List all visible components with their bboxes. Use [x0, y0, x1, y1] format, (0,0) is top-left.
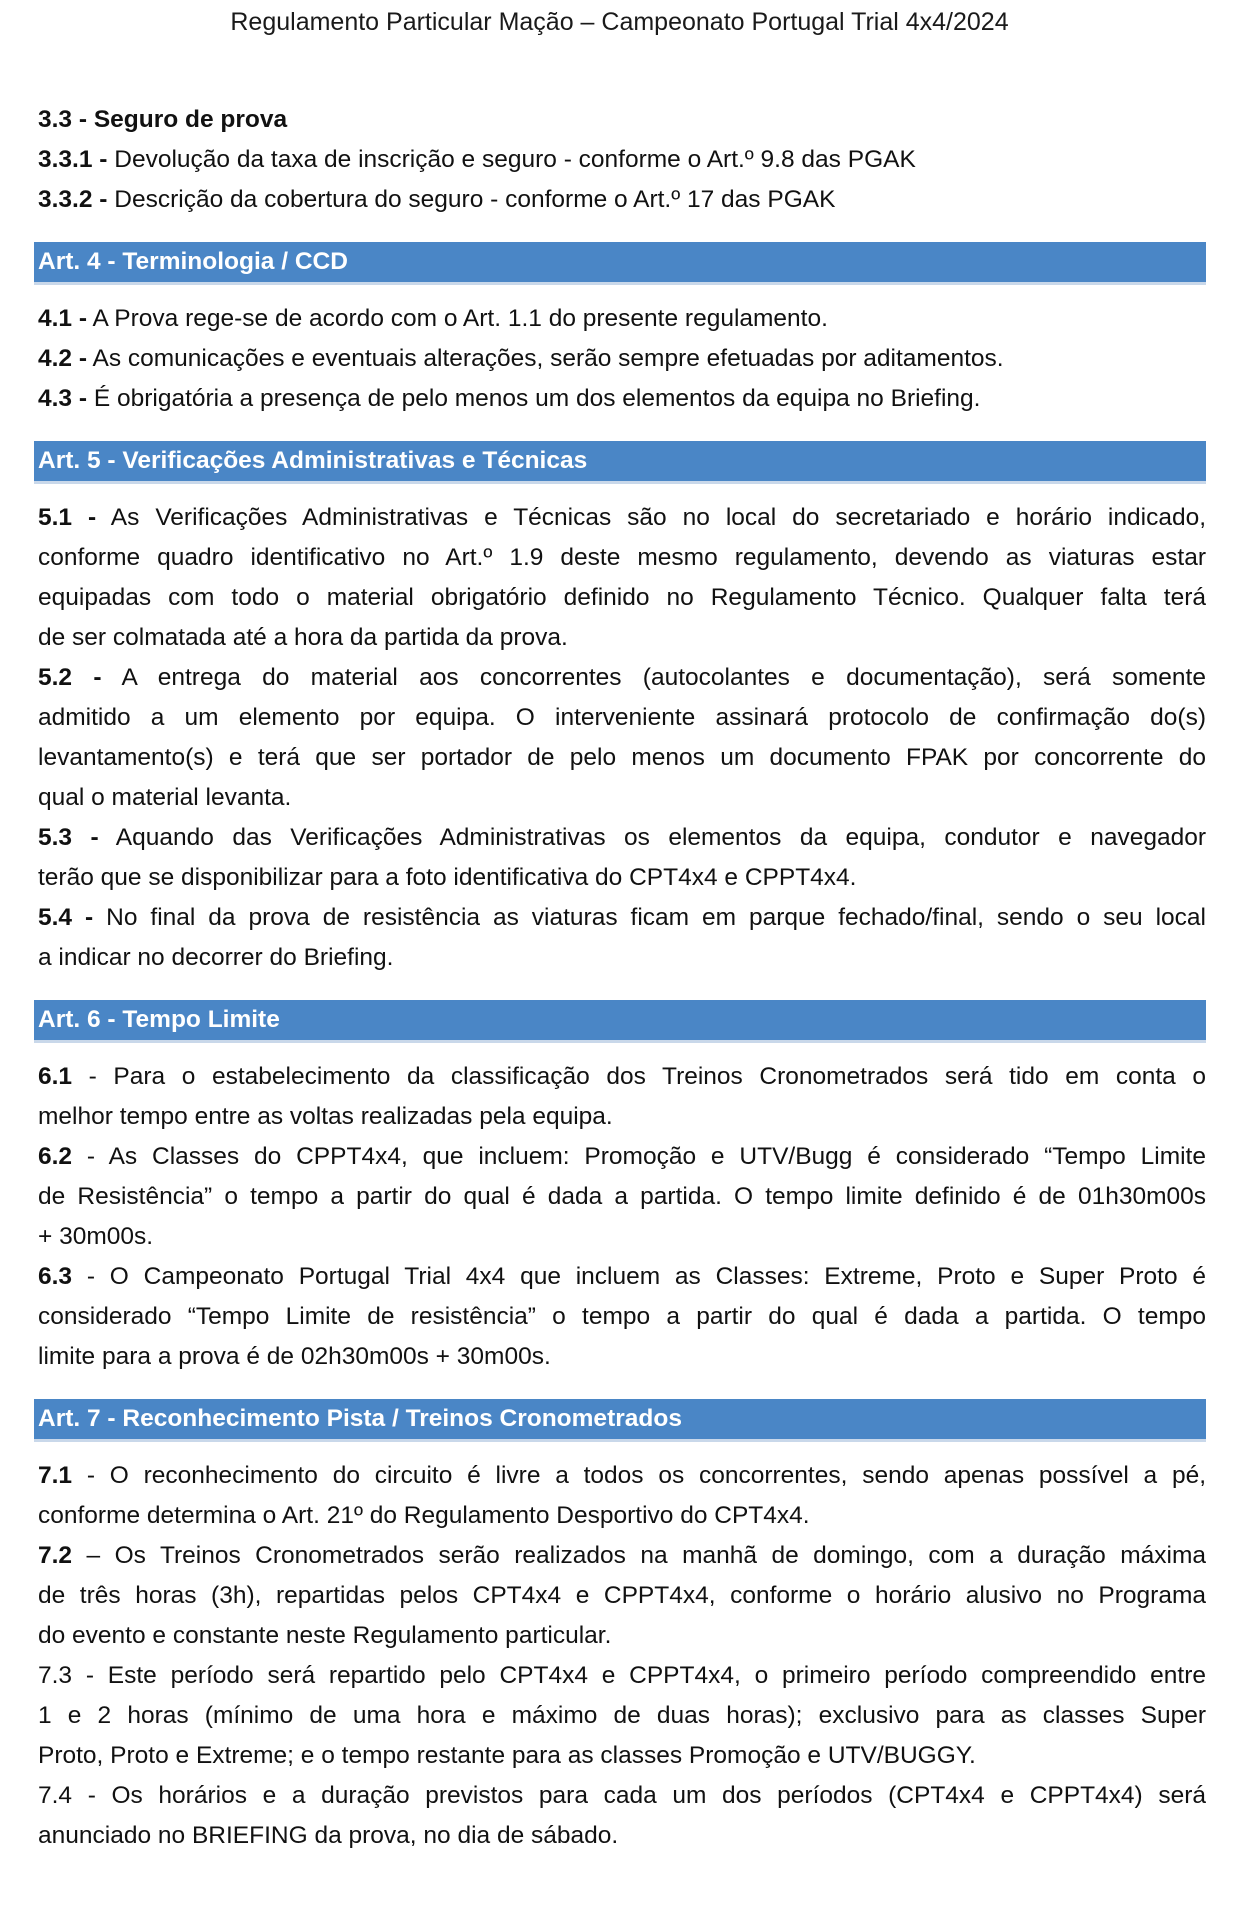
item-number: 5.3 - — [38, 824, 99, 851]
paragraph-6-1 — [38, 1057, 1206, 1097]
page-header: Regulamento Particular Mação – Campeonato Portugal Trial 4x4/2024 — [230, 8, 1009, 36]
item-text: As Verificações Administrativas e Técnicas são no local do secretariado e horário indicado, — [110, 504, 1206, 531]
paragraph-line: a indicar no decorrer do Briefing. — [38, 944, 394, 971]
item-number: 5.4 - — [38, 904, 94, 931]
paragraph-line: + 30m00s. — [38, 1223, 154, 1250]
paragraph-5-2 — [38, 658, 1206, 698]
paragraph-line: qual o material levanta. — [38, 784, 292, 811]
paragraph-line: conforme determina o Art. 21º do Regulamento Desportivo do CPT4x4. — [38, 1502, 810, 1529]
item-text: A entrega do material aos concorrentes (autocolantes e documentação), será somente — [121, 664, 1206, 691]
item-number: 7.1 — [38, 1462, 73, 1489]
paragraph-7-2 — [38, 1536, 1206, 1576]
item-number: 7.2 — [38, 1542, 73, 1569]
paragraph-line: admitido a um elemento por equipa. O interveniente assinará protocolo de confirmação do(s) — [38, 704, 1206, 731]
paragraph-line: anunciado no BRIEFING da prova, no dia de sábado. — [38, 1822, 619, 1849]
section-header-art-6: Art. 6 - Tempo Limite — [34, 1000, 1206, 1043]
item-number: 4.2 - — [38, 345, 88, 372]
paragraph-5-1 — [38, 498, 1206, 538]
item-number: 5.1 - — [38, 504, 97, 531]
item-text: - As Classes do CPPT4x4, que incluem: Promoção e UTV/Bugg é considerado “Tempo Limite — [86, 1143, 1206, 1170]
paragraph-7-4: 7.4 - Os horários e a duração previstos para cada um dos períodos (CPT4x4 e CPPT4x4) será — [38, 1782, 1206, 1809]
item-number: 4.1 - — [38, 305, 88, 332]
paragraph-line: Proto, Proto e Extreme; e o tempo restante para as classes Promoção e UTV/BUGGY. — [38, 1742, 976, 1769]
paragraph-line: considerado “Tempo Limite de resistência” o tempo a partir do qual é dada a partida. O tempo — [38, 1303, 1206, 1330]
paragraph-line: levantamento(s) e terá que ser portador de pelo menos um documento FPAK por concorrente do — [38, 744, 1206, 771]
paragraph-6-3 — [38, 1257, 1206, 1297]
item-number: 6.1 — [38, 1063, 73, 1090]
paragraph-4-2 — [38, 339, 1206, 379]
item-text: Devolução da taxa de inscrição e seguro - conforme o Art.º 9.8 das PGAK — [107, 146, 916, 173]
paragraph-line: terão que se disponibilizar para a foto identificativa do CPT4x4 e CPPT4x4. — [38, 864, 857, 891]
item-number: 6.2 — [38, 1143, 73, 1170]
paragraph-line: de Resistência” o tempo a partir do qual é dada a partida. O tempo limite definido é de 01h30m00s — [38, 1183, 1206, 1210]
paragraph-line: equipadas com todo o material obrigatório definido no Regulamento Técnico. Qualquer falta terá — [38, 584, 1206, 611]
paragraph-line: do evento e constante neste Regulamento particular. — [38, 1622, 612, 1649]
item-text: A Prova rege-se de acordo com o Art. 1.1 do presente regulamento. — [87, 305, 828, 332]
paragraph-line: 1 e 2 horas (mínimo de uma hora e máximo de duas horas); exclusivo para as classes Super — [38, 1702, 1206, 1729]
paragraph-5-3 — [38, 818, 1206, 858]
section-header-art-7: Art. 7 - Reconhecimento Pista / Treinos Cronometrados — [34, 1399, 1206, 1442]
paragraph-4-1 — [38, 299, 1206, 339]
item-text: No final da prova de resistência as viaturas ficam em parque fechado/final, sendo o seu local — [106, 904, 1206, 931]
paragraph-3-3-1 — [38, 140, 1206, 180]
section-header-art-5: Art. 5 - Verificações Administrativas e Técnicas — [34, 441, 1206, 484]
item-number: 6.3 — [38, 1263, 73, 1290]
paragraph-4-3 — [38, 379, 1206, 419]
item-text: As comunicações e eventuais alterações, serão sempre efetuadas por aditamentos. — [87, 345, 1004, 372]
section-header-art-4: Art. 4 - Terminologia / CCD — [34, 242, 1206, 285]
item-number: 5.2 - — [38, 664, 102, 691]
item-text: - Para o estabelecimento da classificação dos Treinos Cronometrados será tido em conta o — [88, 1063, 1206, 1090]
document-body — [38, 100, 1206, 1856]
item-text: Descrição da cobertura do seguro - conforme o Art.º 17 das PGAK — [107, 186, 836, 213]
paragraph-line: de ser colmatada até a hora da partida da prova. — [38, 624, 568, 651]
paragraph-5-4 — [38, 898, 1206, 938]
paragraph-line: de três horas (3h), repartidas pelos CPT4x4 e CPPT4x4, conforme o horário alusivo no Programa — [38, 1582, 1206, 1609]
item-number: 3.3.2 - — [38, 186, 108, 213]
paragraph-3-3-2 — [38, 180, 1206, 220]
paragraph-line: melhor tempo entre as voltas realizadas pela equipa. — [38, 1103, 613, 1130]
item-text: – Os Treinos Cronometrados serão realizados na manhã de domingo, com a duração máxima — [86, 1542, 1206, 1569]
section-3-3-title: 3.3 - Seguro de prova — [38, 106, 288, 133]
item-text: Aquando das Verificações Administrativas os elementos da equipa, condutor e navegador — [115, 824, 1206, 851]
paragraph-line: limite para a prova é de 02h30m00s + 30m00s. — [38, 1343, 551, 1370]
paragraph-6-2 — [38, 1137, 1206, 1177]
paragraph-7-1 — [38, 1456, 1206, 1496]
item-text: - O reconhecimento do circuito é livre a todos os concorrentes, sendo apenas possível a pé, — [86, 1462, 1206, 1489]
item-text: É obrigatória a presença de pelo menos um dos elementos da equipa no Briefing. — [87, 385, 981, 412]
item-text: - O Campeonato Portugal Trial 4x4 que incluem as Classes: Extreme, Proto e Super Proto é — [86, 1263, 1206, 1290]
item-number: 4.3 - — [38, 385, 88, 412]
item-number: 3.3.1 - — [38, 146, 108, 173]
paragraph-line: conforme quadro identificativo no Art.º 1.9 deste mesmo regulamento, devendo as viaturas estar — [38, 544, 1206, 571]
paragraph-7-3: 7.3 - Este período será repartido pelo CPT4x4 e CPPT4x4, o primeiro período compreendido entre — [38, 1662, 1206, 1689]
